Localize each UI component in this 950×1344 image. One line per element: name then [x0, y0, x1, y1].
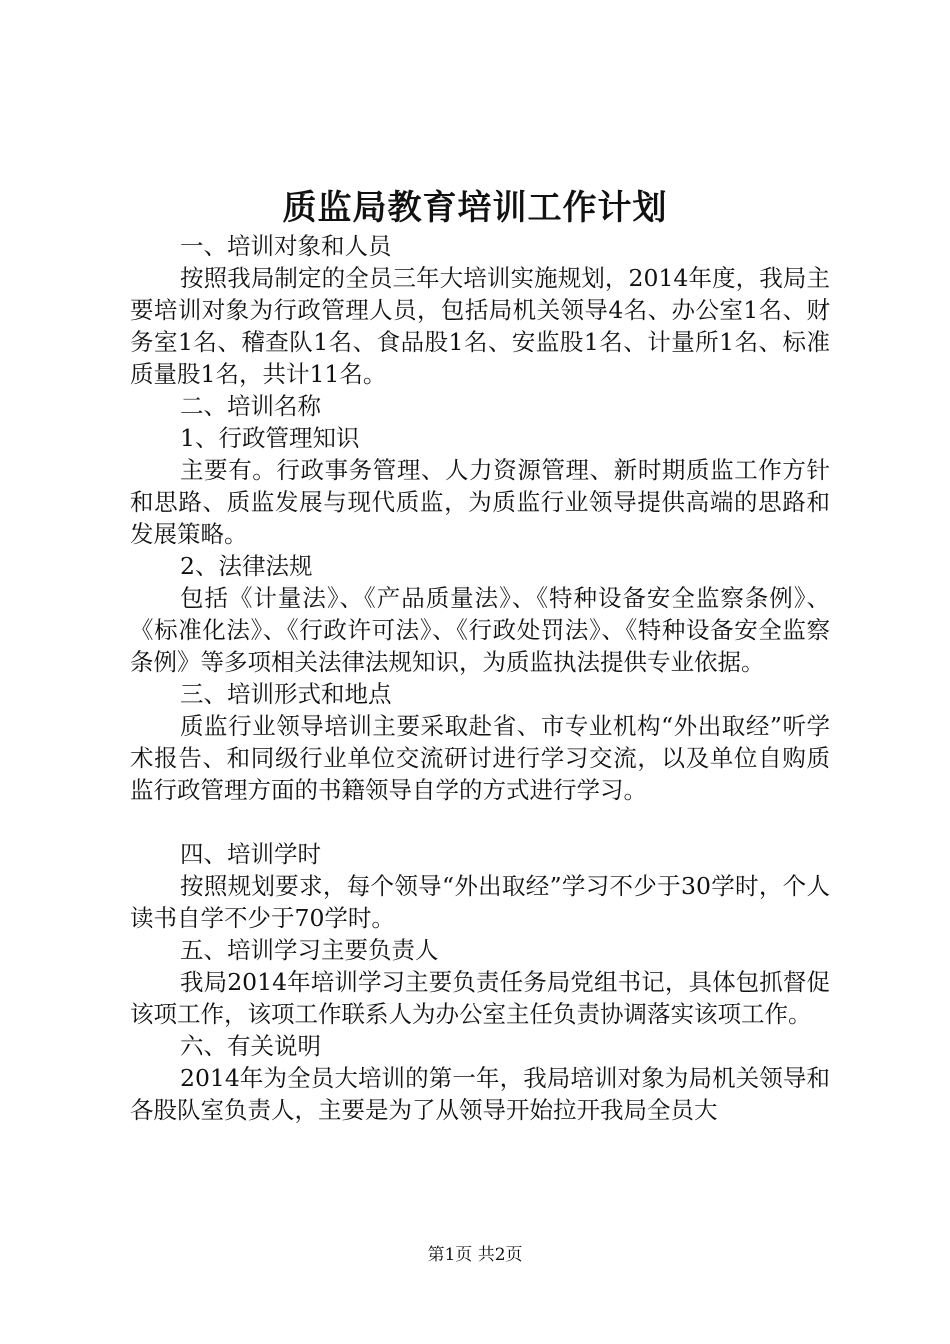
paragraph-notes: 2014年为全员大培训的第一年，我局培训对象为局机关领导和各股队室负责人，主要是为了从领导开始拉开我局全员大	[130, 1064, 830, 1124]
section-heading-6: 六、有关说明	[180, 1032, 321, 1060]
blank-line	[130, 806, 830, 838]
section-heading-5: 五、培训学习主要负责人	[180, 936, 439, 964]
paragraph-admin-knowledge: 主要有。行政事务管理、人力资源管理、新时期质监工作方针和思路、质监发展与现代质监，为质监行业领导提供高端的思路和发展策略。	[130, 456, 830, 548]
paragraph-laws: 包括《计量法》、《产品质量法》、《特种设备安全监察条例》、《标准化法》、《行政许可法》、《行政处罚法》、《特种设备安全监察条例》等多项相关法律法规知识，为质监执法提供专业依据。	[130, 584, 830, 676]
section-heading-4: 四、培训学时	[180, 840, 321, 868]
section-heading-1: 一、培训对象和人员	[180, 232, 392, 260]
page-footer: 第1页 共2页	[427, 1245, 523, 1265]
paragraph-hours: 按照规划要求，每个领导“外出取经”学习不少于30学时，个人读书自学不少于70学时。	[130, 872, 830, 932]
document-body	[130, 230, 830, 1126]
section-heading-3: 三、培训形式和地点	[180, 680, 392, 708]
section-heading-2: 二、培训名称	[180, 392, 321, 420]
subsection-heading-law: 2、法律法规	[180, 552, 313, 580]
paragraph-format-location: 质监行业领导培训主要采取赴省、市专业机构“外出取经”听学术报告、和同级行业单位交流研讨进行学习交流，以及单位自购质监行政管理方面的书籍领导自学的方式进行学习。	[130, 712, 830, 804]
document-title: 质监局教育培训工作计划	[282, 188, 668, 228]
paragraph-training-targets: 按照我局制定的全员三年大培训实施规划，2014年度，我局主要培训对象为行政管理人员，包括局机关领导4名、办公室1名、财务室1名、稽查队1名、食品股1名、安监股1名、计量所1名、标准质量股1名，共计11名。	[130, 264, 830, 388]
subsection-heading-admin: 1、行政管理知识	[180, 424, 360, 452]
paragraph-responsible: 我局2014年培训学习主要负责任务局党组书记，具体包抓督促该项工作，该项工作联系人为办公室主任负责协调落实该项工作。	[130, 968, 830, 1028]
